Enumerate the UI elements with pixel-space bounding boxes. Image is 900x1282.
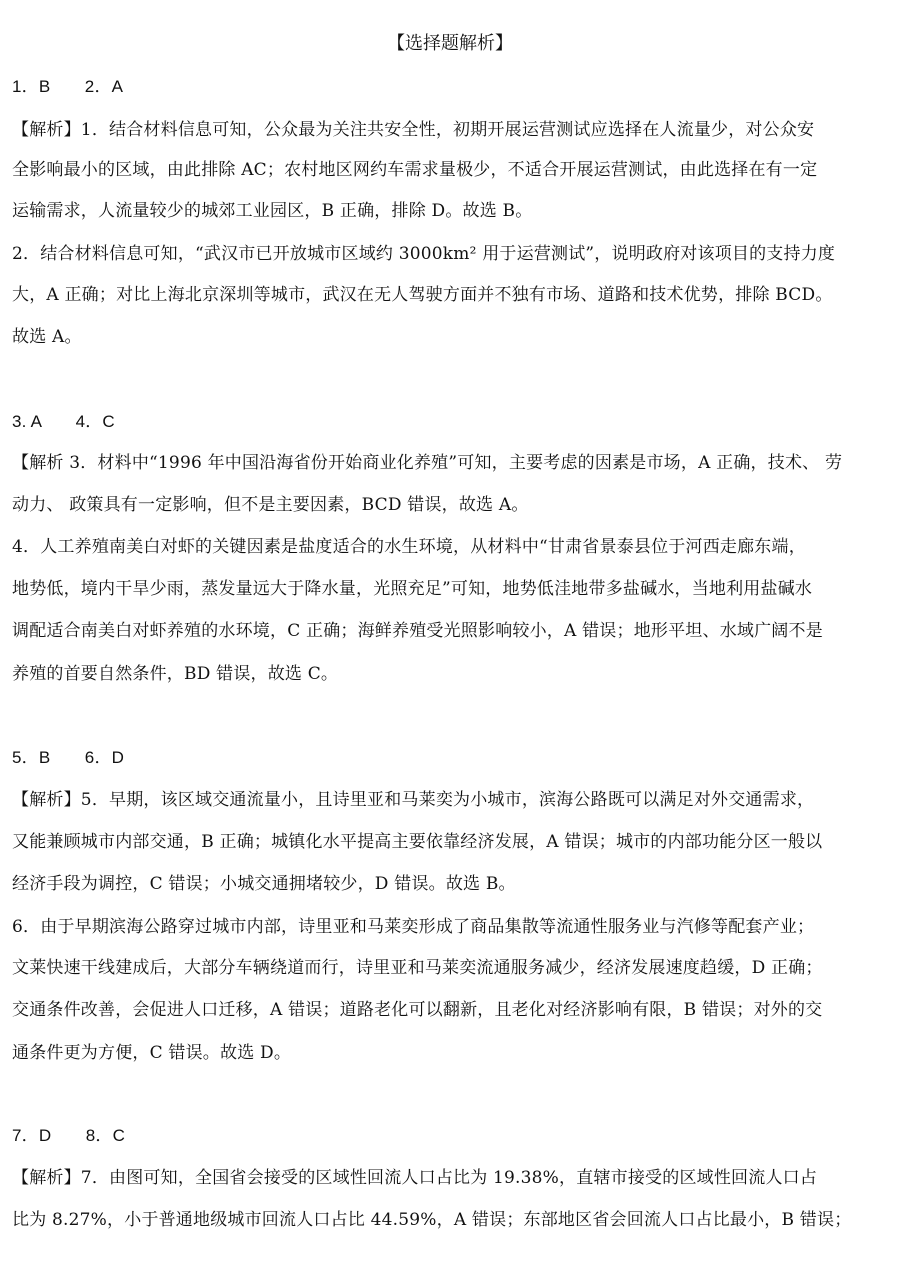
answer-line-1-2: 1．B 2．A [12, 77, 124, 96]
explanation-line: 【解析】7．由图可知，全国省会接受的区域性回流人口占比为 19.38%，直辖市接受的区域性回流人口占 [12, 1168, 818, 1188]
explanation-line: 经济手段为调控，C 错误；小城交通拥堵较少，D 错误。故选 B。 [12, 874, 516, 894]
explanation-line: 调配适合南美白对虾养殖的水环境，C 正确；海鲜养殖受光照影响较小，A 错误；地形平坦、水域广阔不是 [12, 621, 823, 641]
explanation-line: 交通条件改善，会促进人口迁移，A 错误；道路老化可以翻新，且老化对经济影响有限，B 错误；对外的交 [12, 1000, 823, 1020]
explanation-line: 文莱快速干线建成后，大部分车辆绕道而行，诗里亚和马莱奕流通服务减少，经济发展速度趋缓，D 正确； [12, 958, 823, 978]
explanation-line: 【解析】5．早期，该区域交通流量小，且诗里亚和马莱奕为小城市，滨海公路既可以满足对外交通需求， [12, 790, 815, 810]
explanation-line: 4．人工养殖南美白对虾的关键因素是盐度适合的水生环境，从材料中“甘肃省景泰县位于河西走廊东端， [12, 537, 806, 557]
explanation-line: 6．由于早期滨海公路穿过城市内部，诗里亚和马莱奕形成了商品集散等流通性服务业与汽修等配套产业； [12, 917, 815, 937]
section-title: 【选择题解析】 [387, 33, 513, 54]
explanation-line: 大，A 正确；对比上海北京深圳等城市，武汉在无人驾驶方面并不独有市场、道路和技术优势，排除 BCD。 [12, 285, 833, 305]
explanation-line: 【解析 3．材料中“1996 年中国沿海省份开始商业化养殖”可知，主要考虑的因素是市场，A 正确，技术、 劳 [12, 453, 843, 473]
explanation-line: 【解析】1．结合材料信息可知，公众最为关注共安全性，初期开展运营测试应选择在人流量少，对公众安 [12, 120, 815, 140]
explanation-line: 故选 A。 [12, 327, 82, 347]
explanation-line: 动力、 政策具有一定影响，但不是主要因素，BCD 错误，故选 A。 [12, 495, 529, 515]
answer-line-5-6: 5．B 6．D [12, 748, 125, 767]
explanation-line: 又能兼顾城市内部交通，B 正确；城镇化水平提高主要依靠经济发展，A 错误；城市的内部功能分区一般以 [12, 832, 823, 852]
explanation-line: 通条件更为方便，C 错误。故选 D。 [12, 1043, 292, 1063]
explanation-line: 运输需求，人流量较少的城郊工业园区，B 正确，排除 D。故选 B。 [12, 201, 533, 221]
answer-line-7-8: 7．D 8．C [12, 1126, 126, 1145]
explanation-line: 2．结合材料信息可知，“武汉市已开放城市区域约 3000km² 用于运营测试”，说明政府对该项目的支持力度 [12, 244, 836, 264]
explanation-line: 比为 8.27%，小于普通地级城市回流人口占比 44.59%，A 错误；东部地区省会回流人口占比最小，B 错误； [12, 1210, 852, 1230]
explanation-line: 地势低，境内干旱少雨，蒸发量远大于降水量，光照充足”可知，地势低洼地带多盐碱水，当地利用盐碱水 [12, 579, 813, 599]
explanation-line: 全影响最小的区域，由此排除 AC；农村地区网约车需求量极少，不适合开展运营测试，由此选择在有一定 [12, 160, 818, 180]
explanation-line: 养殖的首要自然条件，BD 错误，故选 C。 [12, 664, 339, 684]
answer-line-3-4: 3. A 4．C [12, 412, 115, 431]
